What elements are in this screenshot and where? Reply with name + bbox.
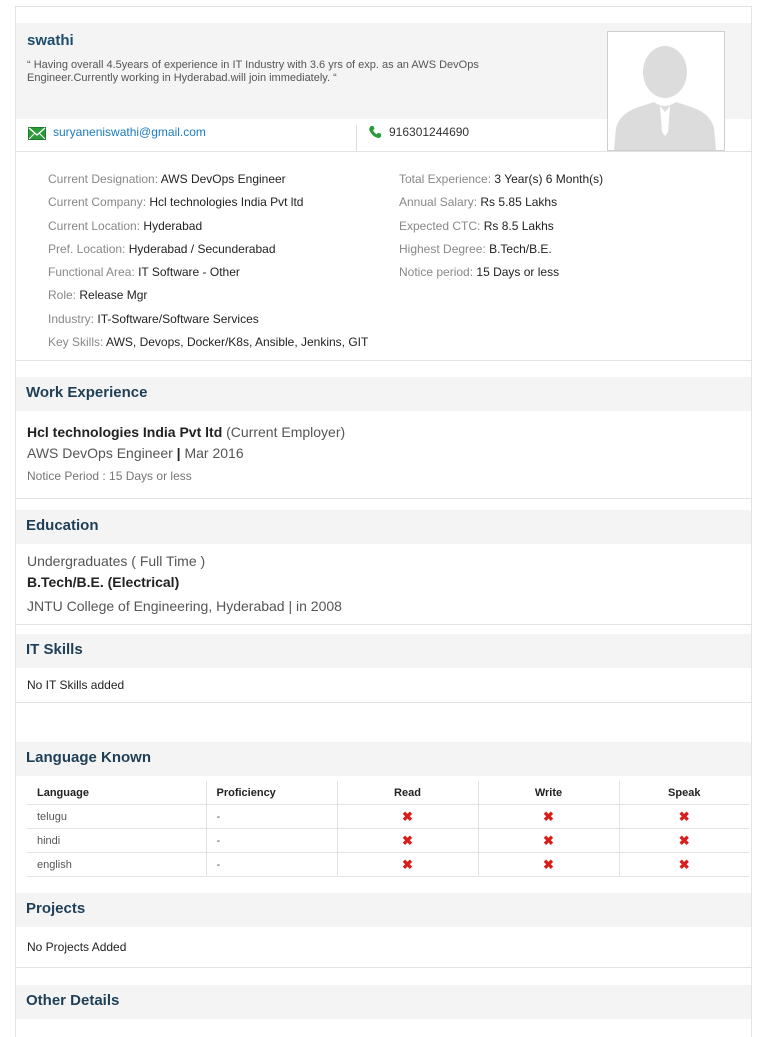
detail-current-designation bbox=[48, 172, 286, 186]
projects-text: No Projects Added bbox=[27, 940, 127, 954]
work-company-line bbox=[27, 424, 345, 440]
detail-functional-area bbox=[48, 265, 240, 279]
detail-expected-ctc bbox=[399, 219, 554, 233]
detail-label: Pref. Location: bbox=[48, 242, 126, 256]
detail-value: IT-Software/Software Services bbox=[97, 312, 259, 326]
work-experience-title: Work Experience bbox=[26, 384, 148, 401]
work-employer-tag: (Current Employer) bbox=[226, 424, 346, 440]
resume-page bbox=[15, 6, 752, 1037]
column-header-language: Language bbox=[27, 781, 206, 805]
cross-icon: ✖ bbox=[678, 856, 690, 872]
detail-value: Hyderabad / Secunderabad bbox=[128, 242, 276, 256]
it-skills-text: No IT Skills added bbox=[27, 678, 125, 692]
other-details-title: Other Details bbox=[26, 992, 120, 1009]
detail-total-experience bbox=[399, 172, 603, 186]
detail-highest-degree bbox=[399, 242, 552, 256]
detail-value: Rs 8.5 Lakhs bbox=[483, 219, 554, 233]
work-since: Mar 2016 bbox=[184, 445, 244, 461]
work-company: Hcl technologies India Pvt ltd bbox=[27, 424, 223, 440]
section-divider bbox=[16, 498, 751, 499]
table-row bbox=[27, 805, 749, 829]
cross-icon: ✖ bbox=[678, 808, 690, 824]
cross-icon: ✖ bbox=[543, 832, 554, 848]
detail-value: Release Mgr bbox=[79, 288, 148, 302]
work-designation-line bbox=[27, 445, 244, 461]
table-row bbox=[27, 829, 749, 853]
column-header-proficiency: Proficiency bbox=[206, 781, 337, 805]
candidate-name: swathi bbox=[27, 32, 74, 49]
work-notice: Notice Period : 15 Days or less bbox=[27, 469, 192, 483]
language-title: Language Known bbox=[26, 749, 151, 766]
detail-label: Current Designation: bbox=[48, 172, 159, 186]
projects-header bbox=[16, 893, 751, 927]
email-link[interactable]: suryaneniswathi@gmail.com bbox=[53, 125, 206, 139]
cross-icon: ✖ bbox=[402, 808, 413, 824]
profile-summary: “ Having overall 4.5years of experience in IT Industry with 3.6 yrs of exp. as an AWS DevOps Engineer.Currently working in Hyderabad.will join immediately. “ bbox=[27, 59, 479, 84]
cross-icon: ✖ bbox=[402, 832, 413, 848]
detail-current-company bbox=[48, 195, 303, 209]
work-separator: | bbox=[176, 445, 181, 461]
it-skills-header bbox=[16, 634, 751, 668]
language-name: telugu bbox=[27, 805, 206, 829]
detail-pref-location bbox=[48, 242, 276, 256]
language-name: english bbox=[27, 853, 206, 877]
cross-icon: ✖ bbox=[678, 832, 690, 848]
detail-value: Rs 5.85 Lakhs bbox=[480, 195, 558, 209]
detail-label: Functional Area: bbox=[48, 265, 135, 279]
detail-industry bbox=[48, 312, 259, 326]
detail-value: AWS, Devops, Docker/K8s, Ansible, Jenkins, GIT bbox=[106, 335, 369, 349]
detail-notice-period bbox=[399, 265, 559, 279]
language-table bbox=[27, 781, 749, 877]
detail-label: Current Company: bbox=[48, 195, 147, 209]
detail-value: 15 Days or less bbox=[476, 265, 560, 279]
cross-icon: ✖ bbox=[543, 808, 554, 824]
language-name: hindi bbox=[27, 829, 206, 853]
section-divider bbox=[16, 702, 751, 703]
column-header-speak: Speak bbox=[619, 781, 749, 805]
language-proficiency: - bbox=[206, 805, 337, 829]
detail-label: Key Skills: bbox=[48, 335, 104, 349]
detail-value: Hyderabad bbox=[143, 219, 203, 233]
section-divider bbox=[16, 624, 751, 625]
detail-label: Role: bbox=[48, 288, 77, 302]
education-title: Education bbox=[26, 517, 99, 534]
mail-icon bbox=[28, 127, 46, 140]
detail-annual-salary bbox=[399, 195, 557, 209]
detail-role bbox=[48, 288, 147, 302]
detail-label: Industry: bbox=[48, 312, 95, 326]
detail-label: Notice period: bbox=[399, 265, 474, 279]
it-skills-title: IT Skills bbox=[26, 641, 83, 658]
contact-divider bbox=[356, 125, 357, 151]
detail-current-location bbox=[48, 219, 202, 233]
language-proficiency: - bbox=[206, 829, 337, 853]
section-divider bbox=[16, 360, 751, 361]
language-table-header-row bbox=[27, 781, 749, 805]
table-row bbox=[27, 853, 749, 877]
detail-value: Hcl technologies India Pvt ltd bbox=[149, 195, 304, 209]
language-proficiency: - bbox=[206, 853, 337, 877]
cross-icon: ✖ bbox=[543, 856, 554, 872]
detail-label: Total Experience: bbox=[399, 172, 492, 186]
projects-title: Projects bbox=[26, 900, 86, 917]
detail-label: Highest Degree: bbox=[399, 242, 486, 256]
section-divider bbox=[16, 967, 751, 968]
detail-key-skills bbox=[48, 335, 368, 349]
phone-number: 916301244690 bbox=[389, 125, 470, 139]
education-institute: JNTU College of Engineering, Hyderabad | in 2008 bbox=[27, 598, 342, 614]
detail-label: Current Location: bbox=[48, 219, 141, 233]
detail-label: Annual Salary: bbox=[399, 195, 478, 209]
detail-value: 3 Year(s) 6 Month(s) bbox=[494, 172, 604, 186]
cross-icon: ✖ bbox=[402, 856, 413, 872]
work-designation: AWS DevOps Engineer bbox=[27, 445, 173, 461]
other-details-header bbox=[16, 985, 751, 1019]
detail-value: AWS DevOps Engineer bbox=[160, 172, 286, 186]
education-degree: B.Tech/B.E. (Electrical) bbox=[27, 574, 180, 590]
education-level: Undergraduates ( Full Time ) bbox=[27, 553, 206, 569]
detail-value: B.Tech/B.E. bbox=[489, 242, 552, 256]
detail-value: IT Software - Other bbox=[138, 265, 240, 279]
education-header bbox=[16, 510, 751, 544]
column-header-read: Read bbox=[337, 781, 478, 805]
phone-icon bbox=[368, 125, 382, 139]
column-header-write: Write bbox=[478, 781, 619, 805]
detail-label: Expected CTC: bbox=[399, 219, 481, 233]
